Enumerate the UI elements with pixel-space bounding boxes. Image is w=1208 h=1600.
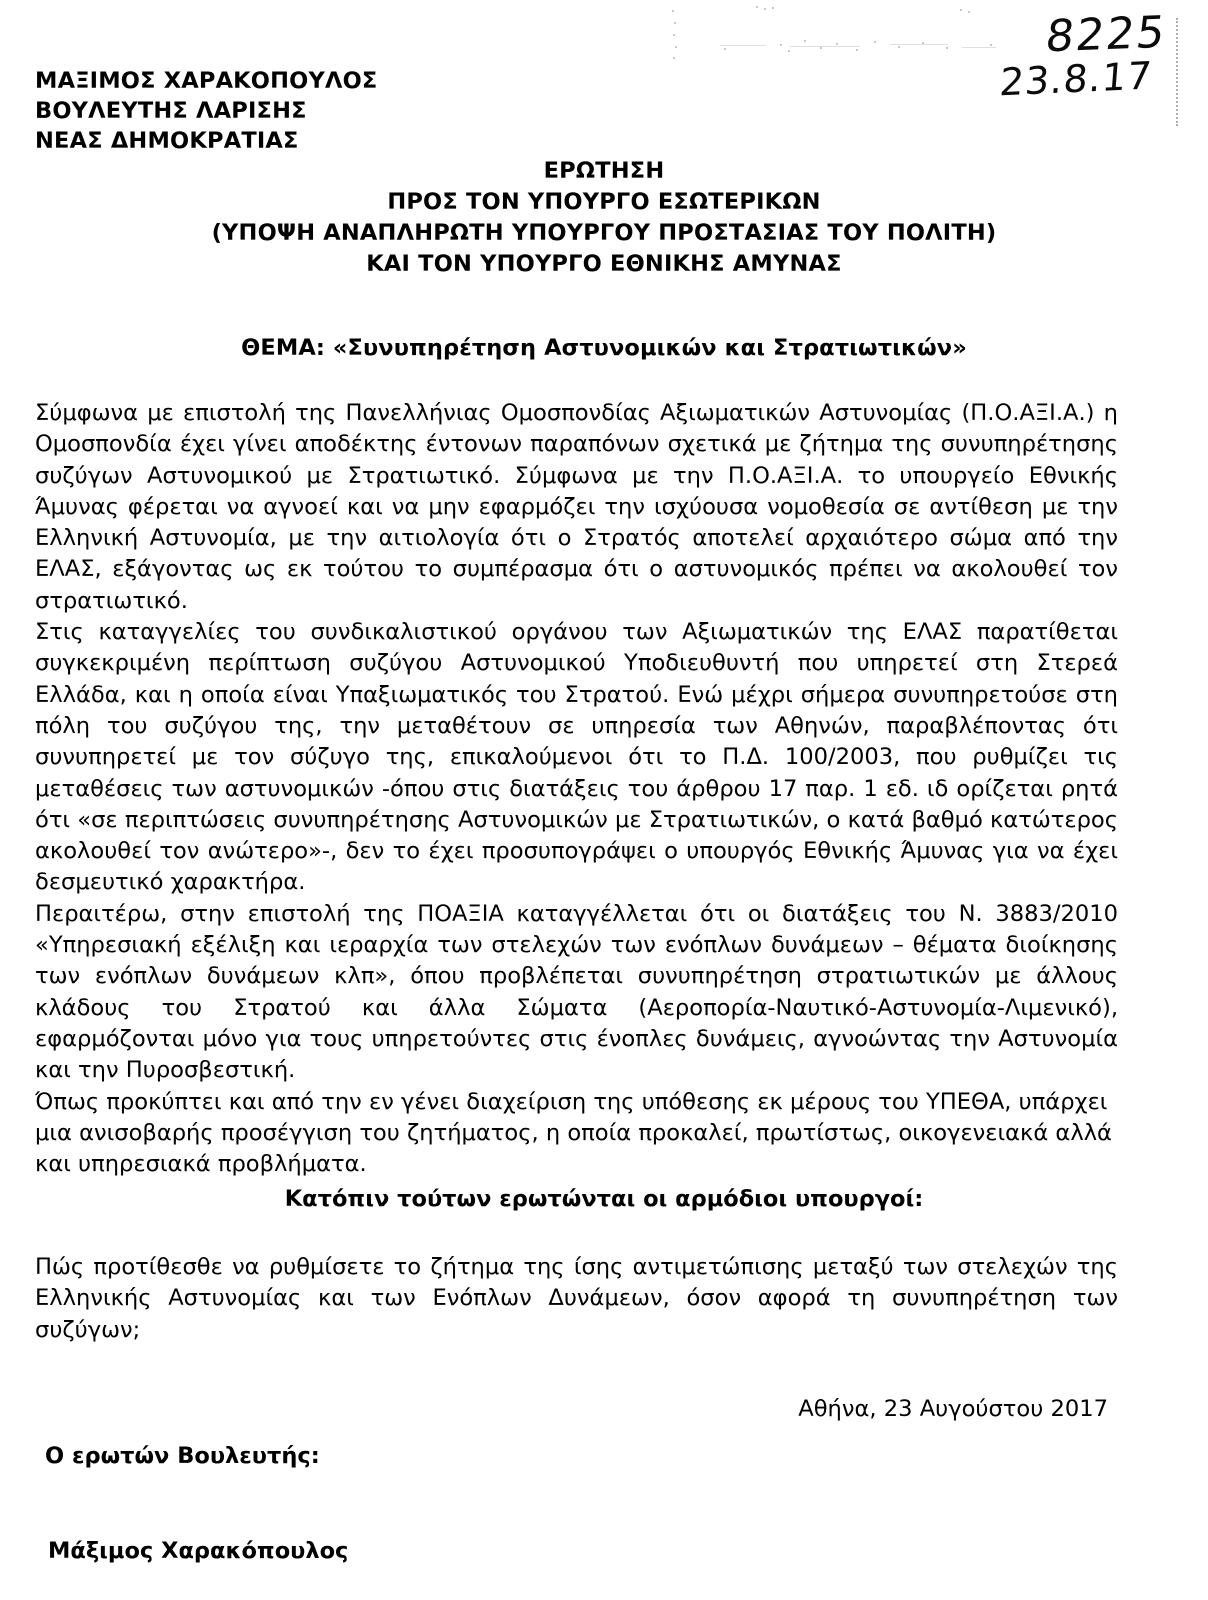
registration-date: 23.8.17: [997, 53, 1155, 105]
registration-stamp: [997, 6, 1170, 105]
question-heading: Κατόπιν τούτων ερωτώνται οι αρμόδιοι υπουργοί:: [284, 1186, 924, 1212]
question-paragraph: Πώς προτίθεσθε να ρυθμίσετε το ζήτημα της ίσης αντιμετώπισης μεταξύ των στελεχών της Ελληνικής Αστυνομίας και των Ενόπλων Δυνάμεων, όσον αφορά τη συνυπηρέτηση των συζύγων;: [35, 1254, 1118, 1343]
document-title-block: [0, 156, 1208, 280]
addressee-line-2: (ΥΠΟΨΗ ΑΝΑΠΛΗΡΩΤΗ ΥΠΟΥΡΓΟΥ ΠΡΟΣΤΑΣΙΑΣ ΤΟΥ ΠΟΛΙΤΗ): [211, 220, 997, 246]
letterhead: [35, 66, 378, 156]
stamp-bracket-mark: [1175, 18, 1178, 126]
body-paragraph-2: Στις καταγγελίες του συνδικαλιστικού οργάνου των Αξιωματικών της ΕΛΑΣ παρατίθεται συγκεκριμένη περίπτωση συζύγου Αστυνομικού Υποδιευθυντή που υπηρετεί στη Στερεά Ελλάδα, και η οποία είναι Υπαξιωματικός του Στρατού. Ενώ μέχρι σήμερα συνυπηρετούσε στη πόλη του συζύγου της, την μεταθέτουν σε υπηρεσία των Αθηνών, παραβλέποντας ότι συνυπηρετεί με τον σύζυγο της, επικαλούμενοι ότι το Π.Δ. 100/2003, που ρυθμίζει τις μεταθέσεις των αστυνομικών -όπου στις διατάξεις του άρθρου 17 παρ. 1 εδ. ιδ ορίζεται ρητά ότι «σε περιπτώσεις συνυπηρέτησης Αστυνομικών με Στρατιωτικών, ο κατά βαθμό κατώτερος ακολουθεί τον ανώτερο»-, δεν το έχει προσυπογράψει ο υπουργός Εθνικής Άμυνας για να έχει δεσμευτικό χαρακτήρα.: [35, 619, 1118, 896]
document-body: [35, 398, 1118, 1180]
body-paragraph-1: Σύμφωνα με επιστολή της Πανελλήνιας Ομοσπονδίας Αξιωματικών Αστυνομίας (Π.Ο.ΑΞΙ.Α.) η Ομοσπονδία έχει γίνει αποδέκτης έντονων παραπόνων σχετικά με ζήτημα της συνυπηρέτησης συζύγων Αστυνομικού με Στρατιωτικό. Σύμφωνα με την Π.Ο.ΑΞΙ.Α. το υπουργείο Εθνικής Άμυνας φέρεται να αγνοεί και να μην εφαρμόζει την ισχύουσα νομοθεσία σε αντίθεση με την Ελληνική Αστυνομία, με την αιτιολογία ότι ο Στρατός αποτελεί αρχαιότερο σώμα από την ΕΛΑΣ, εξάγοντας ως εκ τούτου το συμπέρασμα ότι ο αστυνομικός πρέπει να ακολουθεί τον στρατιωτικό.: [35, 400, 1118, 614]
signer-name: Μάξιμος Χαρακόπουλος: [48, 1538, 349, 1564]
registration-number: 8225: [1042, 6, 1170, 63]
subject-line: ΘΕΜΑ: «Συνυπηρέτηση Αστυνομικών και Στρατιωτικών»: [241, 335, 967, 361]
addressee-line-1: ΠΡΟΣ ΤΟΝ ΥΠΟΥΡΓΟ ΕΣΩΤΕΡΙΚΩΝ: [387, 189, 821, 215]
addressee-line-3: ΚΑΙ ΤΟΝ ΥΠΟΥΡΓΟ ΕΘΝΙΚΗΣ ΑΜΥΝΑΣ: [366, 251, 842, 277]
document-type-title: ΕΡΩΤΗΣΗ: [543, 158, 665, 184]
question-body: [35, 1252, 1118, 1346]
letterhead-name: ΜΑΞΙΜΟΣ ΧΑΡΑΚΟΠΟΥΛΟΣ: [35, 68, 378, 94]
body-paragraph-3: Περαιτέρω, στην επιστολή της ΠΟΑΞΙΑ καταγγέλλεται ότι οι διατάξεις του Ν. 3883/2010 «Υπηρεσιακή εξέλιξη και ιεραρχία των στελεχών των ενόπλων δυνάμεων – θέματα διοίκησης των ενόπλων δυνάμεων κλπ», όπου προβλέπεται συνυπηρέτηση στρατιωτικών με άλλους κλάδους του Στρατού και άλλα Σώματα (Αεροπορία-Ναυτικό-Αστυνομία-Λιμενικό), εφαρμόζονται μόνο για τους υπηρετούντες στις ένοπλες δυνάμεις, αγνοώντας την Αστυνομία και την Πυροσβεστική.: [35, 900, 1118, 1084]
letterhead-role: ΒΟΥΛΕΥΤΗΣ ΛΑΡΙΣΗΣ: [35, 98, 307, 124]
place-and-date: Αθήνα, 23 Αυγούστου 2017: [798, 1396, 1108, 1422]
body-paragraph-4: Όπως προκύπτει και από την εν γένει διαχείριση της υπόθεσης εκ μέρους του ΥΠΕΘΑ, υπάρχει μια ανισοβαρής προσέγγιση του ζητήματος, η οποία προκαλεί, πρωτίστως, οικογενειακά αλλά και υπηρεσιακά προβλήματα.: [35, 1088, 1112, 1178]
signer-label: Ο ερωτών Βουλευτής:: [45, 1443, 320, 1469]
letterhead-party: ΝΕΑΣ ΔΗΜΟΚΡΑΤΙΑΣ: [35, 128, 299, 154]
